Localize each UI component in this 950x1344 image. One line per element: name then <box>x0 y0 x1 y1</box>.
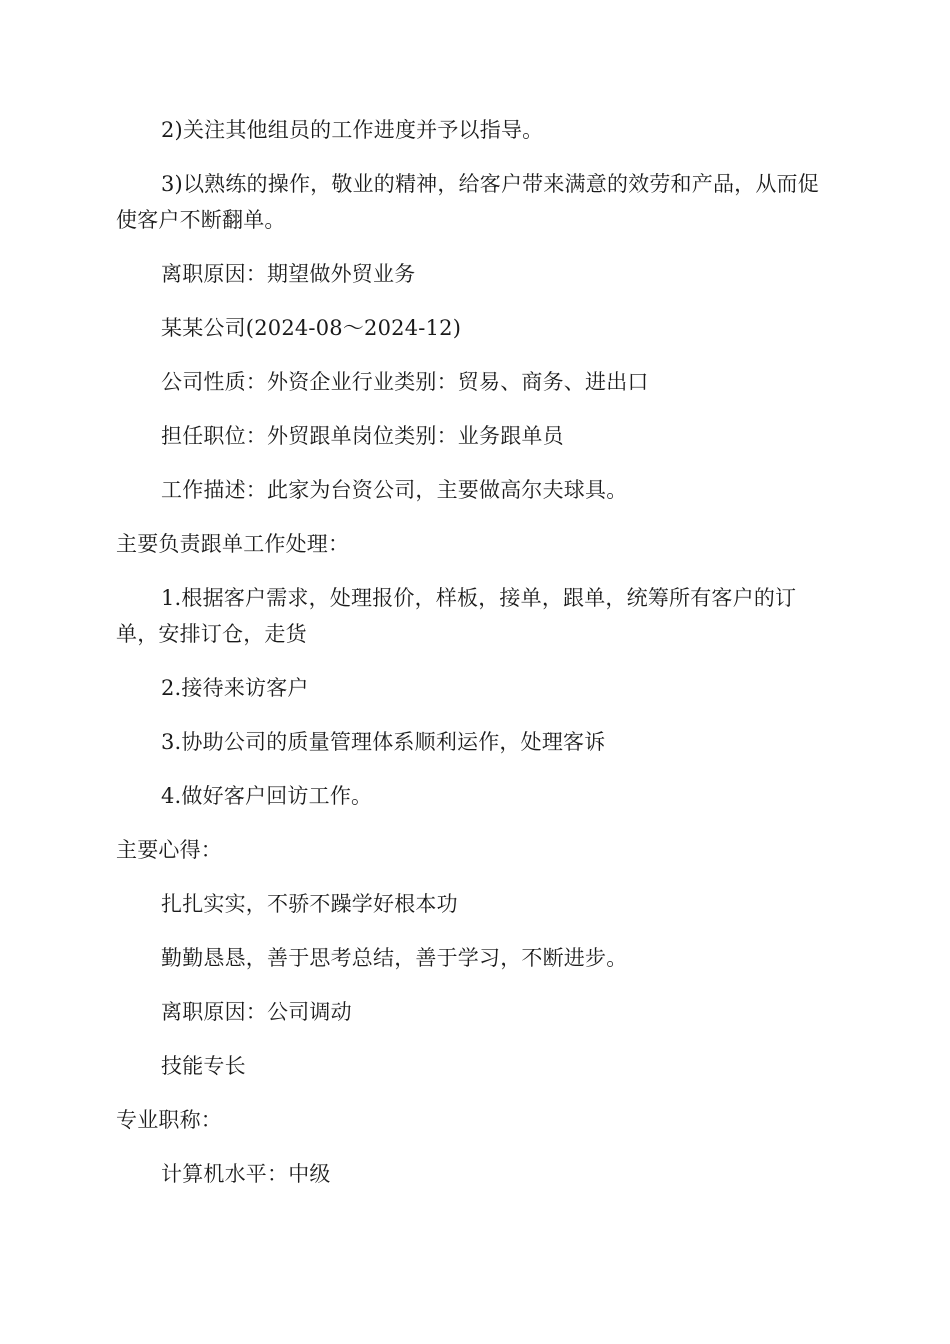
paragraph-computer-level: 计算机水平：中级 <box>161 1162 331 1186</box>
paragraph-leave-reason-2: 离职原因：公司调动 <box>161 1000 352 1024</box>
paragraph-skills-heading: 技能专长 <box>161 1054 246 1078</box>
paragraph-job-description: 工作描述：此家为台资公司，主要做高尔夫球具。 <box>161 478 628 502</box>
paragraph-duty-4: 4.做好客户回访工作。 <box>161 784 373 808</box>
paragraph-position: 担任职位：外贸跟单岗位类别：业务跟单员 <box>161 424 564 448</box>
paragraph-leave-reason-1: 离职原因：期望做外贸业务 <box>161 262 416 286</box>
paragraph-guide-members: 2)关注其他组员的工作进度并予以指导。 <box>161 118 544 142</box>
paragraph-main-experience: 主要心得： <box>116 838 222 862</box>
document-body <box>116 112 832 1192</box>
paragraph-professional-title: 专业职称： <box>116 1108 222 1132</box>
paragraph-company-nature: 公司性质：外资企业行业类别：贸易、商务、进出口 <box>161 370 649 394</box>
paragraph-customer-service: 3)以熟练的操作，敬业的精神，给客户带来满意的效劳和产品，从而促使客户不断翻单。 <box>116 172 819 232</box>
paragraph-duty-3: 3.协助公司的质量管理体系顺利运作，处理客诉 <box>161 730 606 754</box>
paragraph-experience-2: 勤勤恳恳，善于思考总结，善于学习，不断进步。 <box>161 946 628 970</box>
paragraph-duty-2: 2.接待来访客户 <box>161 676 309 700</box>
paragraph-duty-1: 1.根据客户需求，处理报价，样板，接单，跟单，统筹所有客户的订单，安排订仓，走货 <box>116 586 797 646</box>
paragraph-main-responsibilities: 主要负责跟单工作处理： <box>116 532 350 556</box>
paragraph-experience-1: 扎扎实实，不骄不躁学好根本功 <box>161 892 458 916</box>
paragraph-company-period: 某某公司(2024-08～2024-12) <box>161 316 462 340</box>
